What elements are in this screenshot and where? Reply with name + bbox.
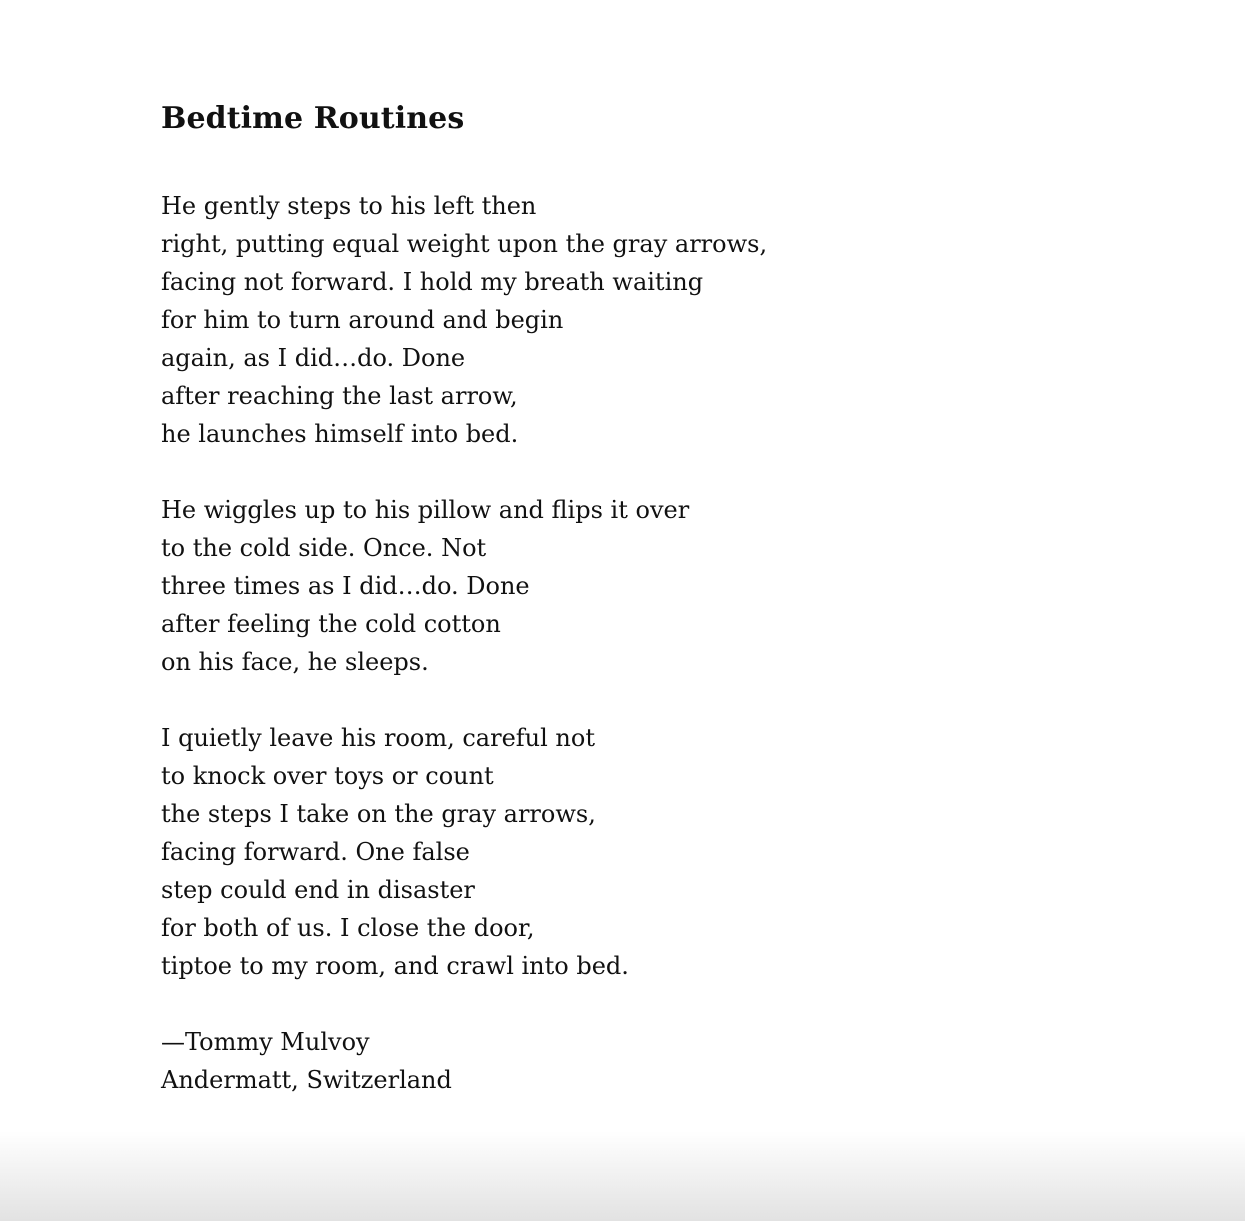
- poem-line: right, putting equal weight upon the gray arrows,: [161, 230, 768, 258]
- poem-signature: [161, 1023, 1061, 1099]
- poem-line: He gently steps to his left then: [161, 192, 537, 220]
- poem-line: for him to turn around and begin: [161, 306, 564, 334]
- stanza-3: [161, 719, 1061, 985]
- poem-line: three times as I did…do. Done: [161, 572, 530, 600]
- poem-line: after reaching the last arrow,: [161, 382, 518, 410]
- poem-line: to knock over toys or count: [161, 762, 494, 790]
- poem-line: tiptoe to my room, and crawl into bed.: [161, 952, 629, 980]
- poem-line: he launches himself into bed.: [161, 420, 519, 448]
- poem-line: I quietly leave his room, careful not: [161, 724, 595, 752]
- author-location: Andermatt, Switzerland: [161, 1066, 452, 1094]
- poem-line: after feeling the cold cotton: [161, 610, 501, 638]
- stanza-1: [161, 187, 1061, 453]
- poem-line: facing forward. One false: [161, 838, 470, 866]
- poem-line: on his face, he sleeps.: [161, 648, 429, 676]
- poem-page: [161, 96, 1061, 1099]
- poem-line: the steps I take on the gray arrows,: [161, 800, 596, 828]
- poem-line: for both of us. I close the door,: [161, 914, 535, 942]
- poem-line: facing not forward. I hold my breath waiting: [161, 268, 704, 296]
- poem-title: Bedtime Routines: [161, 101, 465, 136]
- stanza-2: [161, 491, 1061, 681]
- poem-line: He wiggles up to his pillow and flips it over: [161, 496, 690, 524]
- poem-body: [161, 187, 1061, 1099]
- poem-line: step could end in disaster: [161, 876, 475, 904]
- poem-line: to the cold side. Once. Not: [161, 534, 487, 562]
- poem-line: again, as I did…do. Done: [161, 344, 466, 372]
- author-name: —Tommy Mulvoy: [161, 1028, 370, 1056]
- bottom-shadow: [0, 1131, 1245, 1221]
